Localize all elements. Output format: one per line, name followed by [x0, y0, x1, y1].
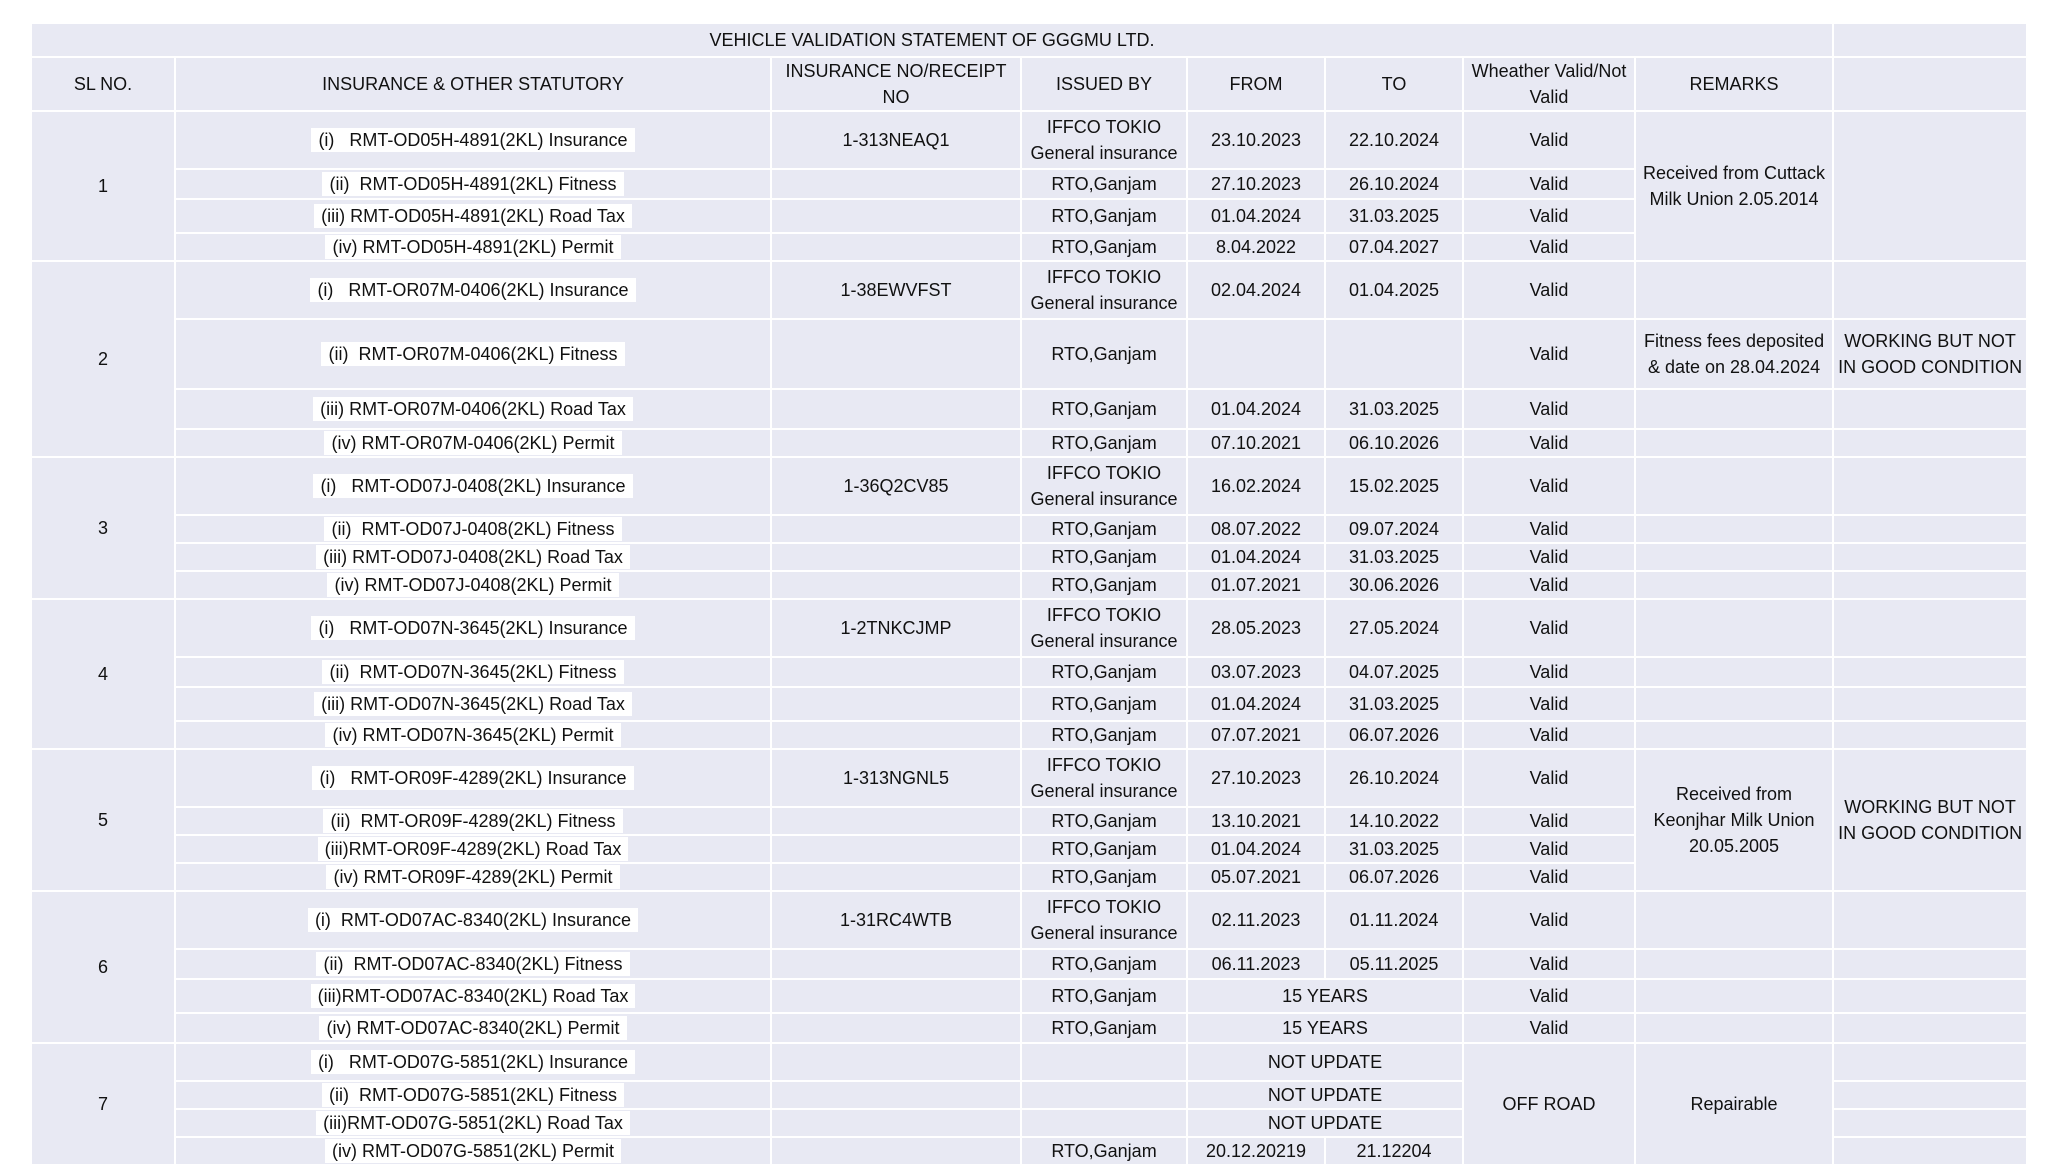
validity-period-cell: 15 YEARS: [1187, 979, 1463, 1013]
to-cell: [1325, 319, 1463, 389]
item-cell: [175, 389, 771, 429]
to-cell: 05.11.2025: [1325, 949, 1463, 979]
to-cell: 01.04.2025: [1325, 261, 1463, 319]
to-cell: 09.07.2024: [1325, 515, 1463, 543]
validity-cell: Valid: [1463, 111, 1635, 169]
to-cell: 26.10.2024: [1325, 169, 1463, 199]
validity-cell: Valid: [1463, 657, 1635, 687]
from-cell: 05.07.2021: [1187, 863, 1325, 891]
receipt-no-cell: [771, 199, 1021, 233]
table-row: [31, 429, 2027, 457]
issued-by-cell: [1021, 1081, 1187, 1109]
header-remarks: REMARKS: [1635, 57, 1833, 111]
to-cell: 21.12204: [1325, 1137, 1463, 1165]
validity-period-cell: NOT UPDATE: [1187, 1043, 1463, 1081]
item-label: (i) RMT-OD07N-3645(2KL) Insurance: [311, 616, 634, 640]
from-cell: 07.07.2021: [1187, 721, 1325, 749]
from-cell: 01.04.2024: [1187, 199, 1325, 233]
item-label: (iv) RMT-OR07M-0406(2KL) Permit: [324, 431, 621, 455]
item-cell: [175, 543, 771, 571]
condition-cell: [1833, 721, 2027, 749]
validity-cell: Valid: [1463, 599, 1635, 657]
issued-by-cell: RTO,Ganjam: [1021, 979, 1187, 1013]
item-label: (iv) RMT-OD05H-4891(2KL) Permit: [325, 235, 620, 259]
receipt-no-cell: [771, 429, 1021, 457]
table-row: [31, 687, 2027, 721]
to-cell: 27.05.2024: [1325, 599, 1463, 657]
item-cell: [175, 319, 771, 389]
issued-by-cell: IFFCO TOKIO General insurance: [1021, 749, 1187, 807]
issued-by-cell: RTO,Ganjam: [1021, 657, 1187, 687]
condition-cell: [1833, 457, 2027, 515]
remarks-cell: Repairable: [1635, 1043, 1833, 1165]
item-cell: [175, 749, 771, 807]
item-label: (iii) RMT-OD05H-4891(2KL) Road Tax: [314, 204, 632, 228]
issued-by-cell: RTO,Ganjam: [1021, 687, 1187, 721]
remarks-cell: Received from Keonjhar Milk Union 20.05.2005: [1635, 749, 1833, 891]
item-cell: [175, 1013, 771, 1043]
item-label: (ii) RMT-OD07N-3645(2KL) Fitness: [322, 660, 623, 684]
validity-cell: Valid: [1463, 1013, 1635, 1043]
item-label: (iii)RMT-OD07G-5851(2KL) Road Tax: [316, 1111, 630, 1135]
issued-by-cell: IFFCO TOKIO General insurance: [1021, 261, 1187, 319]
remarks-cell: [1635, 429, 1833, 457]
table-row: [31, 543, 2027, 571]
validity-cell: Valid: [1463, 515, 1635, 543]
issued-by-cell: RTO,Ganjam: [1021, 863, 1187, 891]
item-label: (ii) RMT-OR07M-0406(2KL) Fitness: [321, 342, 624, 366]
from-cell: 01.04.2024: [1187, 835, 1325, 863]
to-cell: 14.10.2022: [1325, 807, 1463, 835]
header-row: [31, 57, 2027, 111]
from-cell: 01.04.2024: [1187, 687, 1325, 721]
issued-by-cell: RTO,Ganjam: [1021, 949, 1187, 979]
condition-cell: [1833, 261, 2027, 319]
validity-cell: Valid: [1463, 389, 1635, 429]
item-cell: [175, 1109, 771, 1137]
validity-cell: Valid: [1463, 457, 1635, 515]
table-row: [31, 319, 2027, 389]
receipt-no-cell: [771, 543, 1021, 571]
validity-period-cell: 15 YEARS: [1187, 1013, 1463, 1043]
issued-by-cell: RTO,Ganjam: [1021, 389, 1187, 429]
to-cell: 01.11.2024: [1325, 891, 1463, 949]
item-cell: [175, 233, 771, 261]
remarks-cell: [1635, 721, 1833, 749]
validity-period-cell: NOT UPDATE: [1187, 1109, 1463, 1137]
table-row: [31, 571, 2027, 599]
item-label: (iv) RMT-OR09F-4289(2KL) Permit: [326, 865, 619, 889]
item-label: (iv) RMT-OD07N-3645(2KL) Permit: [325, 723, 620, 747]
condition-cell: [1833, 1109, 2027, 1137]
validity-cell: Valid: [1463, 169, 1635, 199]
table-row: [31, 1013, 2027, 1043]
validity-cell: Valid: [1463, 429, 1635, 457]
receipt-no-cell: [771, 1137, 1021, 1165]
item-cell: [175, 429, 771, 457]
item-label: (iii) RMT-OD07J-0408(2KL) Road Tax: [316, 545, 630, 569]
table-row: [31, 515, 2027, 543]
validity-cell: Valid: [1463, 543, 1635, 571]
item-label: (iv) RMT-OD07G-5851(2KL) Permit: [325, 1139, 621, 1163]
validity-cell: Valid: [1463, 233, 1635, 261]
to-cell: 30.06.2026: [1325, 571, 1463, 599]
header-from: FROM: [1187, 57, 1325, 111]
receipt-no-cell: 1-38EWVFST: [771, 261, 1021, 319]
validity-cell: Valid: [1463, 319, 1635, 389]
item-cell: [175, 199, 771, 233]
from-cell: 8.04.2022: [1187, 233, 1325, 261]
item-label: (i) RMT-OR09F-4289(2KL) Insurance: [312, 766, 633, 790]
item-cell: [175, 515, 771, 543]
condition-cell: [1833, 687, 2027, 721]
issued-by-cell: RTO,Ganjam: [1021, 721, 1187, 749]
receipt-no-cell: 1-313NGNL5: [771, 749, 1021, 807]
table-row: [31, 1043, 2027, 1081]
to-cell: 06.07.2026: [1325, 721, 1463, 749]
table-row: [31, 749, 2027, 807]
vehicle-validation-table: [30, 22, 2028, 1166]
item-cell: [175, 599, 771, 657]
remarks-cell: [1635, 687, 1833, 721]
to-cell: 06.10.2026: [1325, 429, 1463, 457]
to-cell: 26.10.2024: [1325, 749, 1463, 807]
item-cell: [175, 111, 771, 169]
remarks-cell: [1635, 261, 1833, 319]
condition-cell: [1833, 1137, 2027, 1165]
receipt-no-cell: [771, 571, 1021, 599]
table-row: [31, 111, 2027, 169]
receipt-no-cell: [771, 949, 1021, 979]
receipt-no-cell: 1-36Q2CV85: [771, 457, 1021, 515]
validity-cell: Valid: [1463, 807, 1635, 835]
receipt-no-cell: [771, 721, 1021, 749]
item-cell: [175, 169, 771, 199]
validity-period-cell: NOT UPDATE: [1187, 1081, 1463, 1109]
sl-no-cell: 2: [31, 261, 175, 457]
item-cell: [175, 1081, 771, 1109]
receipt-no-cell: [771, 389, 1021, 429]
header-sl-no: SL NO.: [31, 57, 175, 111]
validity-cell: Valid: [1463, 261, 1635, 319]
remarks-cell: [1635, 543, 1833, 571]
issued-by-cell: IFFCO TOKIO General insurance: [1021, 111, 1187, 169]
from-cell: 06.11.2023: [1187, 949, 1325, 979]
condition-cell: WORKING BUT NOT IN GOOD CONDITION: [1833, 749, 2027, 891]
issued-by-cell: RTO,Ganjam: [1021, 429, 1187, 457]
to-cell: 15.02.2025: [1325, 457, 1463, 515]
item-label: (i) RMT-OR07M-0406(2KL) Insurance: [310, 278, 635, 302]
receipt-no-cell: [771, 687, 1021, 721]
to-cell: 31.03.2025: [1325, 199, 1463, 233]
from-cell: 02.11.2023: [1187, 891, 1325, 949]
remarks-cell: [1635, 515, 1833, 543]
from-cell: 20.12.20219: [1187, 1137, 1325, 1165]
from-cell: 28.05.2023: [1187, 599, 1325, 657]
item-label: (iv) RMT-OD07J-0408(2KL) Permit: [327, 573, 618, 597]
item-label: (ii) RMT-OD07G-5851(2KL) Fitness: [322, 1083, 624, 1107]
validity-cell: Valid: [1463, 863, 1635, 891]
from-cell: 03.07.2023: [1187, 657, 1325, 687]
table-row: [31, 949, 2027, 979]
item-label: (ii) RMT-OD07AC-8340(2KL) Fitness: [316, 952, 629, 976]
receipt-no-cell: 1-2TNKCJMP: [771, 599, 1021, 657]
from-cell: 07.10.2021: [1187, 429, 1325, 457]
table-row: [31, 457, 2027, 515]
from-cell: 27.10.2023: [1187, 169, 1325, 199]
to-cell: 31.03.2025: [1325, 687, 1463, 721]
condition-cell: [1833, 429, 2027, 457]
validity-cell: Valid: [1463, 571, 1635, 599]
to-cell: 07.04.2027: [1325, 233, 1463, 261]
validity-cell: Valid: [1463, 199, 1635, 233]
issued-by-cell: [1021, 1109, 1187, 1137]
receipt-no-cell: 1-31RC4WTB: [771, 891, 1021, 949]
validity-cell: Valid: [1463, 949, 1635, 979]
receipt-no-cell: [771, 807, 1021, 835]
condition-cell: [1833, 571, 2027, 599]
remarks-cell: Received from Cuttack Milk Union 2.05.2014: [1635, 111, 1833, 261]
item-label: (ii) RMT-OD05H-4891(2KL) Fitness: [322, 172, 623, 196]
item-label: (ii) RMT-OR09F-4289(2KL) Fitness: [323, 809, 622, 833]
issued-by-cell: RTO,Ganjam: [1021, 515, 1187, 543]
from-cell: 27.10.2023: [1187, 749, 1325, 807]
from-cell: 13.10.2021: [1187, 807, 1325, 835]
item-label: (iv) RMT-OD07AC-8340(2KL) Permit: [319, 1016, 626, 1040]
item-label: (iii)RMT-OD07AC-8340(2KL) Road Tax: [311, 984, 636, 1008]
receipt-no-cell: [771, 1013, 1021, 1043]
item-cell: [175, 891, 771, 949]
sl-no-cell: 7: [31, 1043, 175, 1165]
issued-by-cell: RTO,Ganjam: [1021, 233, 1187, 261]
condition-cell: [1833, 891, 2027, 949]
remarks-cell: [1635, 979, 1833, 1013]
to-cell: 31.03.2025: [1325, 543, 1463, 571]
condition-cell: [1833, 1081, 2027, 1109]
receipt-no-cell: [771, 1043, 1021, 1081]
validity-cell: Valid: [1463, 979, 1635, 1013]
issued-by-cell: [1021, 1043, 1187, 1081]
validity-cell: Valid: [1463, 687, 1635, 721]
issued-by-cell: RTO,Ganjam: [1021, 199, 1187, 233]
issued-by-cell: IFFCO TOKIO General insurance: [1021, 599, 1187, 657]
from-cell: 01.04.2024: [1187, 543, 1325, 571]
header-validity: Wheather Valid/Not Valid: [1463, 57, 1635, 111]
item-cell: [175, 657, 771, 687]
condition-cell: [1833, 515, 2027, 543]
header-insurance-statutory: INSURANCE & OTHER STATUTORY: [175, 57, 771, 111]
item-label: (i) RMT-OD05H-4891(2KL) Insurance: [311, 128, 634, 152]
receipt-no-cell: [771, 515, 1021, 543]
remarks-cell: [1635, 949, 1833, 979]
remarks-cell: [1635, 657, 1833, 687]
condition-cell: [1833, 1013, 2027, 1043]
from-cell: 23.10.2023: [1187, 111, 1325, 169]
item-cell: [175, 835, 771, 863]
sl-no-cell: 1: [31, 111, 175, 261]
header-to: TO: [1325, 57, 1463, 111]
receipt-no-cell: [771, 863, 1021, 891]
item-label: (i) RMT-OD07J-0408(2KL) Insurance: [313, 474, 632, 498]
condition-cell: [1833, 599, 2027, 657]
item-cell: [175, 721, 771, 749]
remarks-cell: [1635, 389, 1833, 429]
receipt-no-cell: [771, 1109, 1021, 1137]
remarks-cell: [1635, 1013, 1833, 1043]
from-cell: [1187, 319, 1325, 389]
condition-cell: [1833, 1043, 2027, 1081]
condition-cell: [1833, 111, 2027, 261]
from-cell: 01.07.2021: [1187, 571, 1325, 599]
issued-by-cell: IFFCO TOKIO General insurance: [1021, 457, 1187, 515]
item-label: (iii) RMT-OD07N-3645(2KL) Road Tax: [314, 692, 632, 716]
sl-no-cell: 5: [31, 749, 175, 891]
item-cell: [175, 571, 771, 599]
receipt-no-cell: [771, 979, 1021, 1013]
condition-cell: WORKING BUT NOT IN GOOD CONDITION: [1833, 319, 2027, 389]
condition-cell: [1833, 949, 2027, 979]
to-cell: 31.03.2025: [1325, 835, 1463, 863]
sl-no-cell: 6: [31, 891, 175, 1043]
item-cell: [175, 979, 771, 1013]
title-row: [31, 23, 2027, 57]
item-cell: [175, 1137, 771, 1165]
table-row: [31, 891, 2027, 949]
remarks-cell: [1635, 457, 1833, 515]
item-label: (i) RMT-OD07G-5851(2KL) Insurance: [311, 1050, 635, 1074]
issued-by-cell: IFFCO TOKIO General insurance: [1021, 891, 1187, 949]
table-row: [31, 389, 2027, 429]
issued-by-cell: RTO,Ganjam: [1021, 1013, 1187, 1043]
from-cell: 08.07.2022: [1187, 515, 1325, 543]
to-cell: 06.07.2026: [1325, 863, 1463, 891]
issued-by-cell: RTO,Ganjam: [1021, 571, 1187, 599]
vehicle-validation-sheet: [30, 22, 2026, 1161]
item-label: (ii) RMT-OD07J-0408(2KL) Fitness: [324, 517, 621, 541]
header-extra: [1833, 57, 2027, 111]
table-row: [31, 979, 2027, 1013]
condition-cell: [1833, 657, 2027, 687]
receipt-no-cell: [771, 319, 1021, 389]
item-cell: [175, 261, 771, 319]
receipt-no-cell: 1-313NEAQ1: [771, 111, 1021, 169]
issued-by-cell: RTO,Ganjam: [1021, 835, 1187, 863]
item-label: (iii)RMT-OR09F-4289(2KL) Road Tax: [318, 837, 629, 861]
condition-cell: [1833, 979, 2027, 1013]
statement-title: VEHICLE VALIDATION STATEMENT OF GGGMU LTD.: [31, 23, 1833, 57]
receipt-no-cell: [771, 233, 1021, 261]
remarks-cell: [1635, 571, 1833, 599]
validity-cell: Valid: [1463, 721, 1635, 749]
receipt-no-cell: [771, 835, 1021, 863]
receipt-no-cell: [771, 1081, 1021, 1109]
item-cell: [175, 807, 771, 835]
item-cell: [175, 863, 771, 891]
validity-cell: Valid: [1463, 749, 1635, 807]
to-cell: 31.03.2025: [1325, 389, 1463, 429]
sl-no-cell: 3: [31, 457, 175, 599]
issued-by-cell: RTO,Ganjam: [1021, 169, 1187, 199]
table-row: [31, 657, 2027, 687]
validity-cell: Valid: [1463, 891, 1635, 949]
table-row: [31, 261, 2027, 319]
item-label: (i) RMT-OD07AC-8340(2KL) Insurance: [308, 908, 638, 932]
header-issued-by: ISSUED BY: [1021, 57, 1187, 111]
item-cell: [175, 949, 771, 979]
sl-no-cell: 4: [31, 599, 175, 749]
table-row: [31, 721, 2027, 749]
from-cell: 16.02.2024: [1187, 457, 1325, 515]
condition-cell: [1833, 543, 2027, 571]
item-label: (iii) RMT-OR07M-0406(2KL) Road Tax: [313, 397, 633, 421]
to-cell: 04.07.2025: [1325, 657, 1463, 687]
issued-by-cell: RTO,Ganjam: [1021, 319, 1187, 389]
receipt-no-cell: [771, 657, 1021, 687]
receipt-no-cell: [771, 169, 1021, 199]
table-row: [31, 599, 2027, 657]
validity-cell: Valid: [1463, 835, 1635, 863]
item-cell: [175, 687, 771, 721]
header-receipt-no: INSURANCE NO/RECEIPT NO: [771, 57, 1021, 111]
issued-by-cell: RTO,Ganjam: [1021, 807, 1187, 835]
validity-cell: OFF ROAD: [1463, 1043, 1635, 1165]
item-cell: [175, 1043, 771, 1081]
from-cell: 01.04.2024: [1187, 389, 1325, 429]
from-cell: 02.04.2024: [1187, 261, 1325, 319]
remarks-cell: [1635, 599, 1833, 657]
condition-cell: [1833, 389, 2027, 429]
issued-by-cell: RTO,Ganjam: [1021, 1137, 1187, 1165]
item-cell: [175, 457, 771, 515]
to-cell: 22.10.2024: [1325, 111, 1463, 169]
issued-by-cell: RTO,Ganjam: [1021, 543, 1187, 571]
title-extra-cell: [1833, 23, 2027, 57]
remarks-cell: [1635, 891, 1833, 949]
remarks-cell: Fitness fees deposited & date on 28.04.2024: [1635, 319, 1833, 389]
